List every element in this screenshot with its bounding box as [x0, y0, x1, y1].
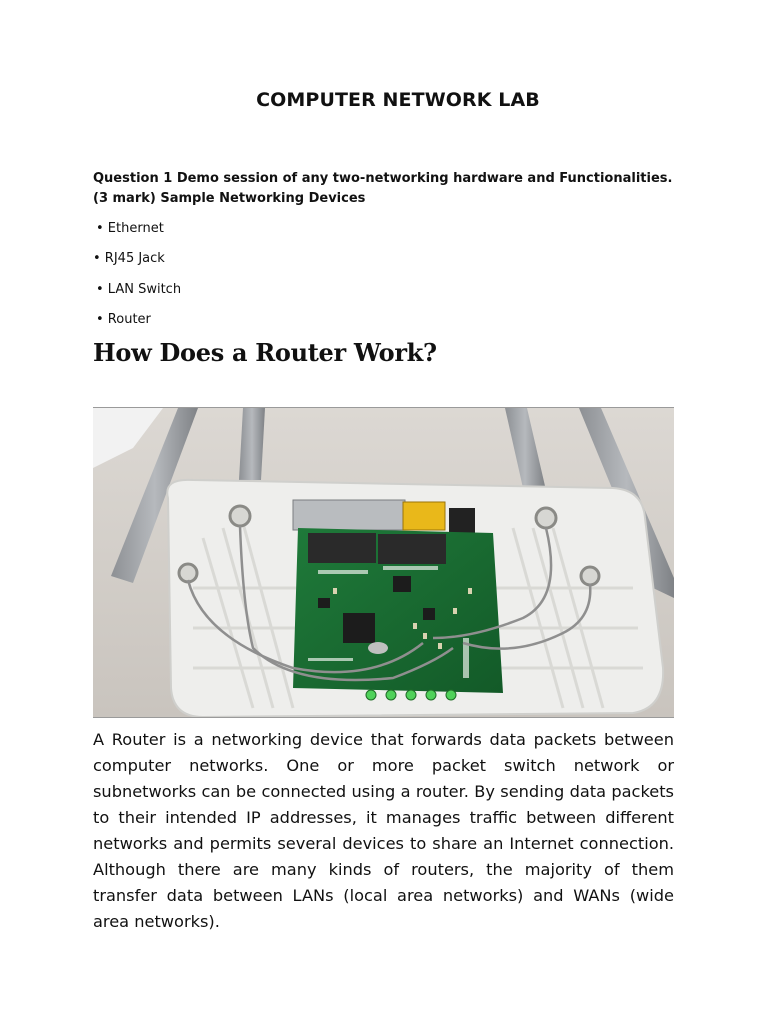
section-heading: How Does a Router Work? — [93, 338, 437, 367]
device-list-item: • Router — [96, 312, 151, 328]
device-list-item: • RJ45 Jack — [93, 251, 165, 267]
router-photo — [93, 407, 674, 718]
device-list-item: • Ethernet — [96, 221, 164, 236]
question-text: Question 1 Demo session of any two-networking hardware and Functionalities.(3 mark) Sample Networking Devices — [93, 171, 673, 206]
device-list — [93, 219, 181, 341]
page-title: COMPUTER NETWORK LAB — [256, 89, 540, 111]
router-description: A Router is a networking device that forwards data packets between computer networks. One or more packet switch network or subnetworks can be connected using a router. By sending data packets to their intended IP addresses, it manages traffic between different networks and permits several devices to share an Internet connection. Although there are many kinds of routers, the majority of them transfer data between LANs (local area networks) and WANs (wide area networks). — [93, 730, 674, 931]
device-list-item: • LAN Switch — [96, 281, 182, 297]
